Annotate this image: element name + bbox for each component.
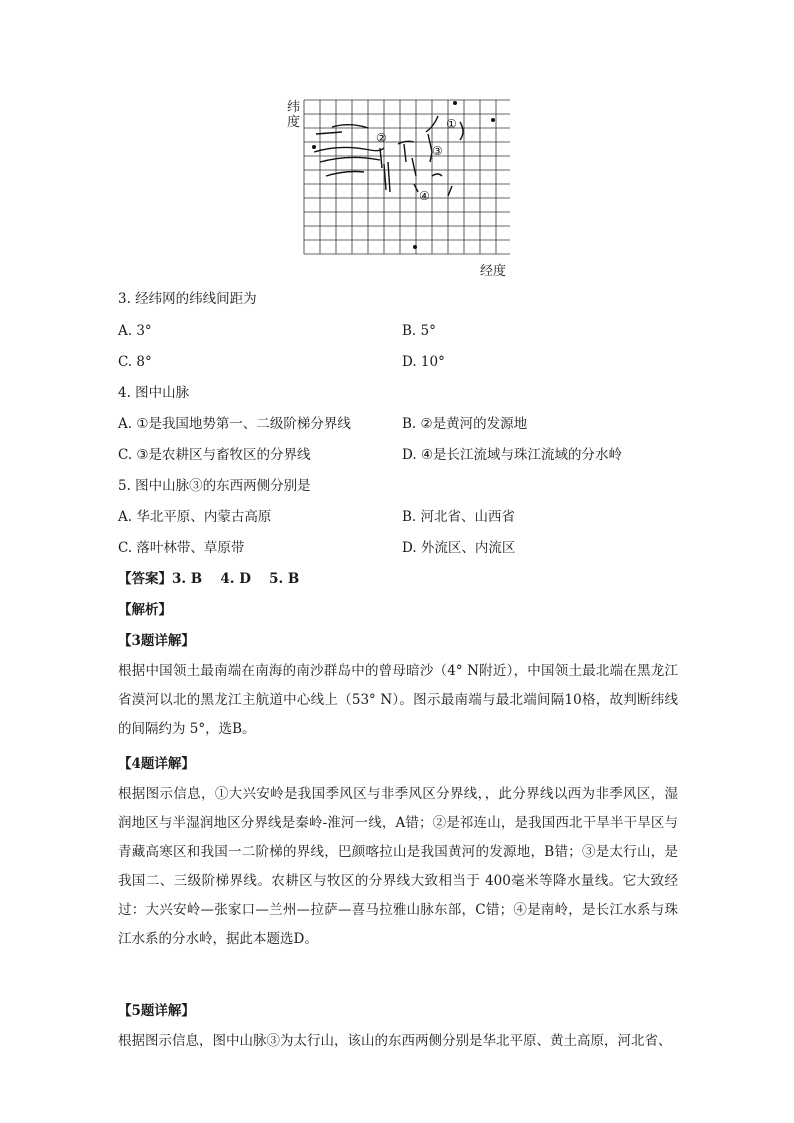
detail-3-heading: 【3题详解】 xyxy=(118,633,195,649)
stroke-b xyxy=(332,125,368,128)
answer-line: 【答案】3. B 4. D 5. B xyxy=(118,571,300,587)
x-axis-label: 经度 xyxy=(480,264,507,279)
question-5-stem: 5. 图中山脉③的东西两侧分别是 xyxy=(118,478,311,494)
q3-option-d: D. 10° xyxy=(402,354,445,370)
q3-option-b: B. 5° xyxy=(402,323,436,339)
q5-option-d: D. 外流区、内流区 xyxy=(402,540,516,556)
stroke-k xyxy=(412,158,416,176)
question-3-stem: 3. 经纬网的纬线间距为 xyxy=(118,291,257,307)
dot-northeast xyxy=(491,118,495,122)
dot-west xyxy=(312,145,316,149)
detail-4-heading: 【4题详解】 xyxy=(118,756,195,772)
detail-5-text: 根据图示信息，图中山脉③为太行山，该山的东西两侧分别是华北平原、黄土高原，河北省、 xyxy=(118,1033,672,1049)
grid-map xyxy=(280,92,510,282)
detail-3-text: 根据中国领土最南端在南海的南沙群岛中的曾母暗沙（4° N附近），中国领土最北端在黑龙江省漠河以北的黑龙江主航道中心线上（53° N）。图示最南端与最北端间隔10格，故判断纬线的间隔约为 5°，选B。 xyxy=(118,663,678,737)
stroke-p xyxy=(448,186,452,196)
stroke-o xyxy=(432,174,442,176)
q5-option-c: C. 落叶林带、草原带 xyxy=(118,540,245,556)
latitude-longitude-grid-figure xyxy=(280,92,510,282)
stroke-f xyxy=(380,148,382,168)
analysis-heading: 【解析】 xyxy=(118,602,172,618)
q5-option-b: B. 河北省、山西省 xyxy=(402,509,516,525)
stroke-d xyxy=(320,157,380,162)
q3-option-a: A. 3° xyxy=(118,323,152,339)
detail-5-heading: 【5题详解】 xyxy=(118,1003,195,1019)
stroke-h xyxy=(388,162,390,192)
y-axis-label: 纬度 xyxy=(287,100,301,130)
q4-option-d: D. ④是长江流域与珠江流域的分水岭 xyxy=(402,447,623,463)
marker-4: ④ xyxy=(419,189,430,203)
question-4-stem: 4. 图中山脉 xyxy=(118,385,190,401)
marker-3: ③ xyxy=(432,144,443,158)
q5-option-a: A. 华北平原、内蒙古高原 xyxy=(118,509,272,525)
stroke-e xyxy=(326,172,364,177)
stroke-j xyxy=(404,144,406,162)
q4-option-b: B. ②是黄河的发源地 xyxy=(402,416,528,432)
map-dots xyxy=(312,101,495,249)
dot-south xyxy=(413,245,417,249)
dot-north xyxy=(453,101,457,105)
grid-lines xyxy=(304,100,510,254)
detail-4-text: 根据图示信息，①大兴安岭是我国季风区与非季风区分界线，，此分界线以西为非季风区，湿润地区与半湿润地区分界线是秦岭-淮河一线，A错；②是祁连山，是我国西北干旱半干旱区与青藏高寒区和我国一二阶梯的界线，巴颜喀拉山是我国黄河的发源地，B错；③是太行山，是我国二、三级阶梯界线。农耕区与牧区的分界线大致相当于 400毫米等降水量线。它大致经过：大兴安岭—张家口—兰州—拉萨—喜马拉雅山脉东部，C错；④是南岭，是长江水系与珠江水系的分水岭，据此本题选D。 xyxy=(118,786,678,947)
q4-option-c: C. ③是农耕区与畜牧区的分界线 xyxy=(118,447,311,463)
q4-option-a: A. ①是我国地势第一、二级阶梯分界线 xyxy=(118,416,351,432)
marker-1: ① xyxy=(446,117,457,131)
stroke-n xyxy=(460,122,463,140)
marker-2: ② xyxy=(376,131,387,145)
stroke-c xyxy=(314,147,384,152)
q3-option-c: C. 8° xyxy=(118,354,152,370)
